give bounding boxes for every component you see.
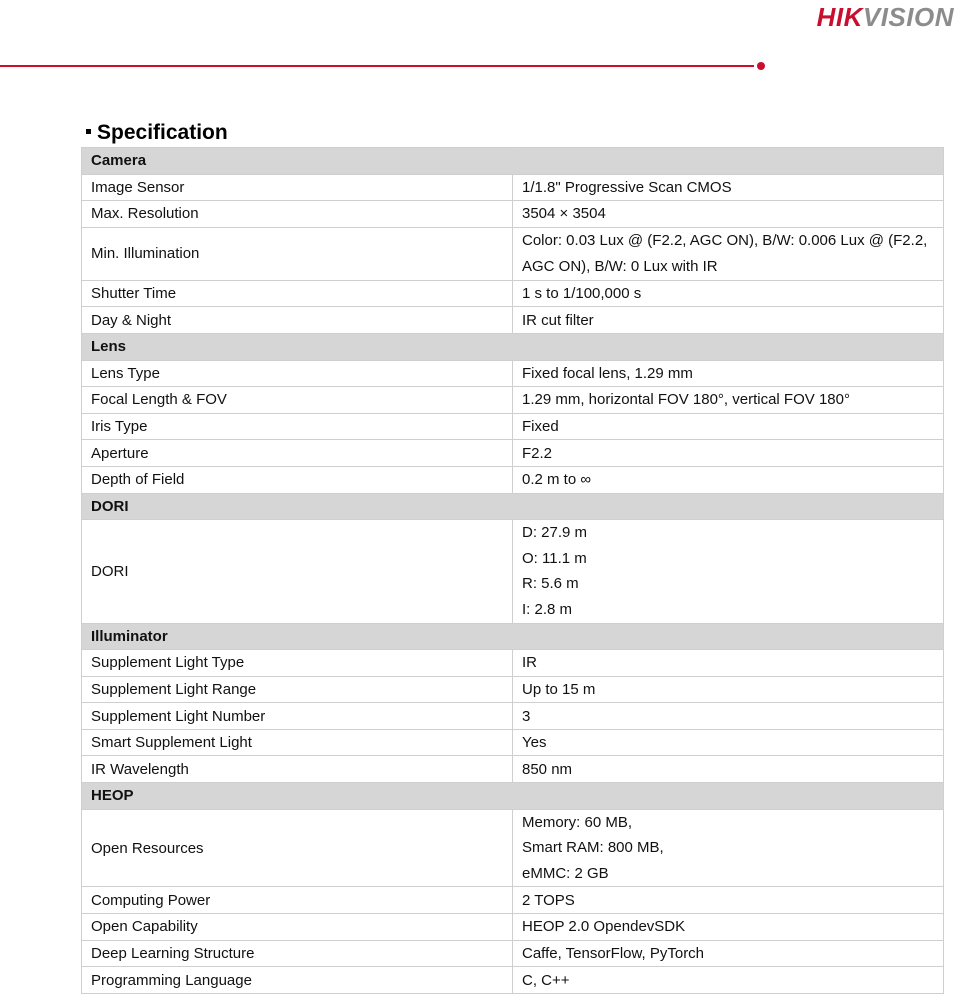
resource-line: Smart RAM: 800 MB, xyxy=(522,839,664,857)
section-title: Specification xyxy=(86,121,228,145)
spec-value: Yes xyxy=(513,729,944,756)
table-row xyxy=(82,440,944,467)
hikvision-logo: HIKVISION xyxy=(816,2,954,32)
spec-value: 0.2 m to ∞ xyxy=(513,466,944,493)
spec-label: Supplement Light Type xyxy=(82,650,513,677)
table-row xyxy=(82,307,944,334)
category-dori: DORI xyxy=(82,493,944,520)
spec-value: IR cut filter xyxy=(513,307,944,334)
table-row xyxy=(82,520,944,623)
spec-label: Open Capability xyxy=(82,914,513,941)
table-row xyxy=(82,940,944,967)
spec-value: C, C++ xyxy=(513,967,944,994)
bullet-icon xyxy=(86,129,91,134)
header-rule xyxy=(0,65,754,67)
table-row xyxy=(82,914,944,941)
table-row xyxy=(82,201,944,228)
spec-value: 3504 × 3504 xyxy=(513,201,944,228)
table-row xyxy=(82,227,944,280)
table-row xyxy=(82,280,944,307)
spec-label: Smart Supplement Light xyxy=(82,729,513,756)
spec-label: Open Resources xyxy=(82,809,513,887)
spec-value: Caffe, TensorFlow, PyTorch xyxy=(513,940,944,967)
table-row xyxy=(82,756,944,783)
spec-value xyxy=(513,809,944,887)
category-camera: Camera xyxy=(82,148,944,175)
spec-value: 850 nm xyxy=(513,756,944,783)
spec-value xyxy=(513,520,944,623)
spec-value: 1 s to 1/100,000 s xyxy=(513,280,944,307)
spec-value: Fixed focal lens, 1.29 mm xyxy=(513,360,944,387)
dori-line: I: 2.8 m xyxy=(522,600,573,618)
table-row xyxy=(82,703,944,730)
table-row xyxy=(82,174,944,201)
spec-label: Supplement Light Number xyxy=(82,703,513,730)
spec-value: Color: 0.03 Lux @ (F2.2, AGC ON), B/W: 0.006 Lux @ (F2.2, AGC ON), B/W: 0 Lux with IR xyxy=(513,227,944,280)
spec-label: Programming Language xyxy=(82,967,513,994)
table-row xyxy=(82,676,944,703)
spec-label: Iris Type xyxy=(82,413,513,440)
table-row xyxy=(82,413,944,440)
spec-value: 2 TOPS xyxy=(513,887,944,914)
category-heop: HEOP xyxy=(82,783,944,810)
dori-line: O: 11.1 m xyxy=(522,549,587,567)
resource-line: eMMC: 2 GB xyxy=(522,864,609,882)
table-row xyxy=(82,967,944,994)
spec-label: Image Sensor xyxy=(82,174,513,201)
spec-label: IR Wavelength xyxy=(82,756,513,783)
table-row xyxy=(82,887,944,914)
resource-line: Memory: 60 MB, xyxy=(522,813,633,831)
spec-value: Fixed xyxy=(513,413,944,440)
spec-value: IR xyxy=(513,650,944,677)
spec-label: Max. Resolution xyxy=(82,201,513,228)
spec-label: Lens Type xyxy=(82,360,513,387)
spec-label: Depth of Field xyxy=(82,466,513,493)
spec-label: Supplement Light Range xyxy=(82,676,513,703)
spec-label: Shutter Time xyxy=(82,280,513,307)
dori-line: R: 5.6 m xyxy=(522,575,579,593)
spec-value: HEOP 2.0 OpendevSDK xyxy=(513,914,944,941)
spec-label: Computing Power xyxy=(82,887,513,914)
table-row xyxy=(82,360,944,387)
table-row xyxy=(82,650,944,677)
spec-label: Min. Illumination xyxy=(82,227,513,280)
spec-label: DORI xyxy=(82,520,513,623)
table-row xyxy=(82,387,944,414)
header-rule-dot xyxy=(757,62,765,70)
spec-label: Aperture xyxy=(82,440,513,467)
dori-line: D: 27.9 m xyxy=(522,524,588,542)
spec-value: 1/1.8" Progressive Scan CMOS xyxy=(513,174,944,201)
category-illuminator: Illuminator xyxy=(82,623,944,650)
table-row xyxy=(82,729,944,756)
spec-table xyxy=(81,147,944,994)
spec-label: Deep Learning Structure xyxy=(82,940,513,967)
spec-label: Focal Length & FOV xyxy=(82,387,513,414)
spec-value: F2.2 xyxy=(513,440,944,467)
category-lens: Lens xyxy=(82,333,944,360)
table-row xyxy=(82,466,944,493)
spec-value: 3 xyxy=(513,703,944,730)
table-row xyxy=(82,809,944,887)
spec-value: 1.29 mm, horizontal FOV 180°, vertical FOV 180° xyxy=(513,387,944,414)
spec-value: Up to 15 m xyxy=(513,676,944,703)
spec-label: Day & Night xyxy=(82,307,513,334)
